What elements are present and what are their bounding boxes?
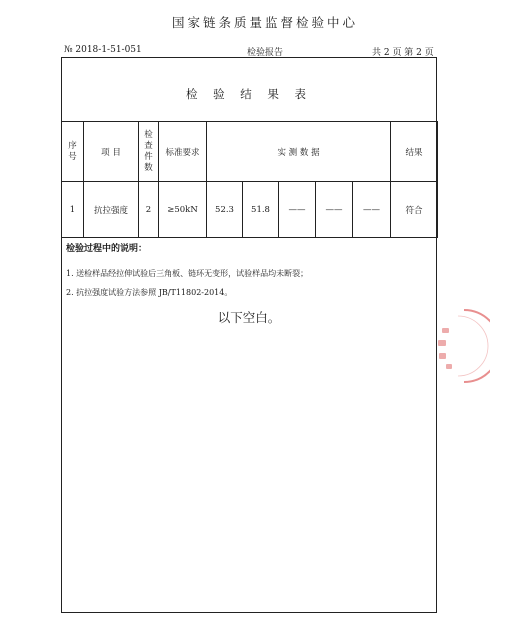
blank-text: 以下空白。 xyxy=(217,310,281,325)
row-value-5: —— xyxy=(353,182,391,238)
page-info: 共 2 页 第 2 页 xyxy=(372,48,434,58)
row-item: 抗拉强度 xyxy=(84,182,139,238)
inspection-seal-stamp xyxy=(426,306,490,386)
report-frame xyxy=(61,57,437,613)
report-type: 检验报告 xyxy=(246,48,283,58)
col-count-header: 检查件数 xyxy=(139,122,159,182)
col-measured-header: 实 测 数 据 xyxy=(207,122,391,182)
row-value-1: 52.3 xyxy=(207,182,243,238)
notes-title: 检验过程中的说明： xyxy=(66,244,148,254)
col-item-header: 项 目 xyxy=(84,122,139,182)
row-seq: 1 xyxy=(62,182,84,238)
center-title: 国家链条质量监督检验中心 xyxy=(171,15,358,30)
row-value-4: —— xyxy=(316,182,353,238)
row-count: 2 xyxy=(139,182,159,238)
row-value-2: 51.8 xyxy=(243,182,279,238)
row-value-3: —— xyxy=(279,182,316,238)
row-result: 符合 xyxy=(391,182,438,238)
note-item-2: 2. 抗拉强度试验方法参照 JB/T11802-2014。 xyxy=(66,288,233,297)
col-standard-header: 标准要求 xyxy=(159,122,207,182)
table-row xyxy=(62,182,438,238)
table-header-row xyxy=(62,122,438,182)
report-number: № 2018-1-51-051 xyxy=(64,45,142,55)
col-seq-header: 序号 xyxy=(62,122,84,182)
note-item-1: 1. 送检样品经拉伸试验后三角板、链环无变形，试验样品均未断裂； xyxy=(66,269,309,278)
row-standard: ≥50kN xyxy=(159,182,207,238)
results-table xyxy=(61,121,438,238)
table-title: 检 验 结 果 表 xyxy=(185,87,313,101)
col-result-header: 结果 xyxy=(391,122,438,182)
